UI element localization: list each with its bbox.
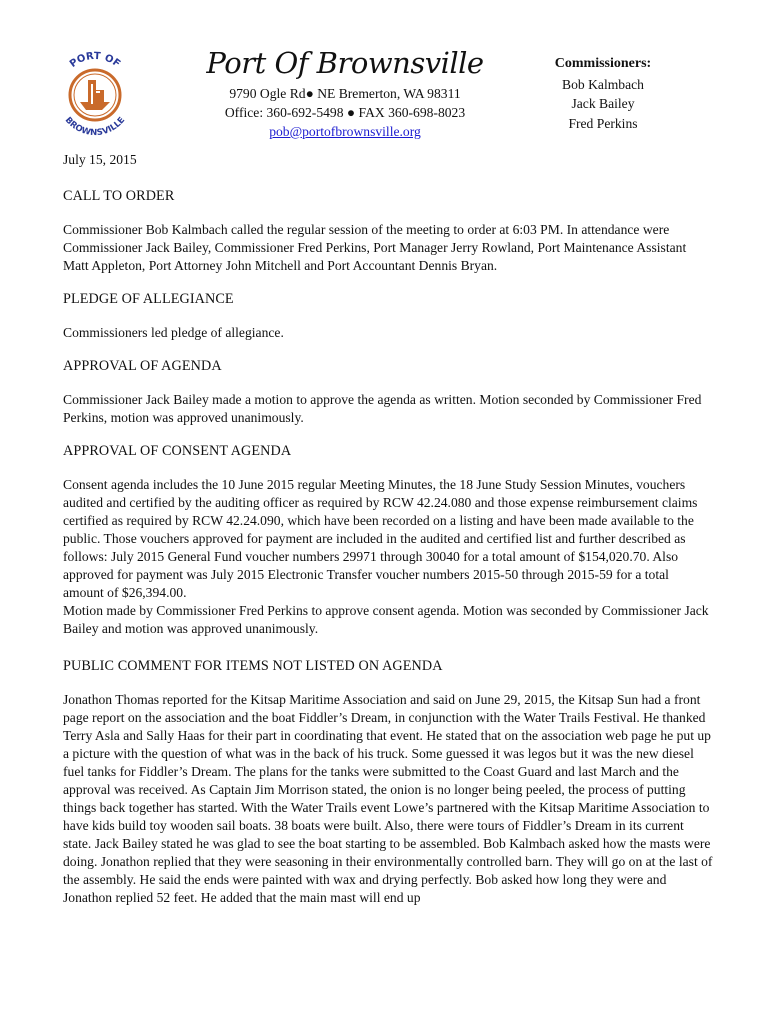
section-heading-agenda: APPROVAL OF AGENDA [63, 358, 222, 374]
meeting-date: July 15, 2015 [63, 152, 137, 167]
minutes-body [63, 150, 713, 923]
phone-fax-line: Office: 360-692-5498 ● FAX 360-698-8023 [224, 105, 466, 120]
section-heading-consent-agenda: APPROVAL OF CONSENT AGENDA [63, 443, 292, 459]
section-heading-call-to-order: CALL TO ORDER [63, 188, 175, 204]
public-comment-text: Jonathon Thomas reported for the Kitsap Maritime Association and said on June 29, 2015, the Kitsap Sun had a front page report on the association and the boat Fiddler’s Dream, in conjunction with the Water Trails Festival. He thanked Terry Asla and Sally Haas for their part in coordinating that event. He stated that on the association web page he put up a picture with the question of what was in the back of his truck. Some guessed it was legos but it was the new diesel fuel tanks for Fiddler’s Dream. The plans for the tanks were submitted to the Coast Guard and last March and the approval was received. As Captain Jim Morrison stated, the onion is no longer being peeled, the process of putting things back together has started. With the Water Trails event Lowe’s partnered with the Kitsap Maritime Association to have kids build toy wooden sail boats. 38 boats were built. Also, there were tours of Fiddler’s Dream in its current state. Jack Bailey stated he was glad to see the boat starting to be assembled. Bob Kalmbach asked how the masts were doing. Jonathon replied that they were seasoning in their environmentally controlled barn. They will go on at the last of the assembly. He said the ends were painted with wax and drying perfectly. Bob asked how long they were and Jonathon replied 52 feet. He added that the main mast will end up [63, 692, 713, 905]
svg-text:PORT OF: PORT OF [67, 50, 123, 70]
address-line: 9790 Ogle Rd● NE Bremerton, WA 98311 [229, 86, 461, 101]
section-heading-pledge: PLEDGE OF ALLEGIANCE [63, 291, 234, 307]
port-of-brownsville-logo [52, 46, 138, 144]
org-name: Port Of Brownsville [206, 46, 484, 80]
commissioners-heading: Commissioners: [554, 56, 652, 71]
letterhead [0, 0, 770, 150]
call-to-order-text: Commissioner Bob Kalmbach called the regular session of the meeting to order at 6:03 PM. In attendance were Commissioner Jack Bailey, Commissioner Fred Perkins, Port Manager Jerry Rowland, Port Maintenance Assistant Matt Appleton, Port Attorney John Mitchell and Port Accountant Dennis Bryan. [63, 222, 687, 273]
section-heading-public-comment: PUBLIC COMMENT FOR ITEMS NOT LISTED ON AGENDA [63, 658, 443, 674]
commissioner-name: Jack Bailey [571, 96, 635, 111]
commissioner-name: Fred Perkins [568, 115, 638, 131]
email-link[interactable]: pob@portofbrownsville.org [269, 124, 421, 139]
pledge-text: Commissioners led pledge of allegiance. [63, 325, 284, 340]
commissioner-name: Bob Kalmbach [562, 76, 644, 92]
consent-agenda-motion: Motion made by Commissioner Fred Perkins to approve consent agenda. Motion was seconded by Commissioner Jack Bailey and motion was approved unanimously. [63, 603, 709, 636]
agenda-text: Commissioner Jack Bailey made a motion to approve the agenda as written. Motion seconded by Commissioner Fred Perkins, motion was approved unanimously. [63, 392, 702, 425]
consent-agenda-text: Consent agenda includes the 10 June 2015 regular Meeting Minutes, the 18 June Study Session Minutes, vouchers audited and certified by the auditing officer as required by RCW 42.24.080 and those expense reimbursement claims certified as required by RCW 42.24.090, which have been recorded on a listing and have been made available to the public. Those vouchers approved for payment are included in the audited and certified list and further described as follows: July 2015 General Fund voucher numbers 29971 through 30040 for a total amount of $154,020.70. Also approved for payment was July 2015 Electronic Transfer voucher numbers 2015-50 through 2015-59 for a total amount of $26,394.00. [63, 477, 698, 600]
commissioners-block [528, 54, 678, 133]
svg-text:BROWNSVILLE: BROWNSVILLE [62, 115, 128, 139]
